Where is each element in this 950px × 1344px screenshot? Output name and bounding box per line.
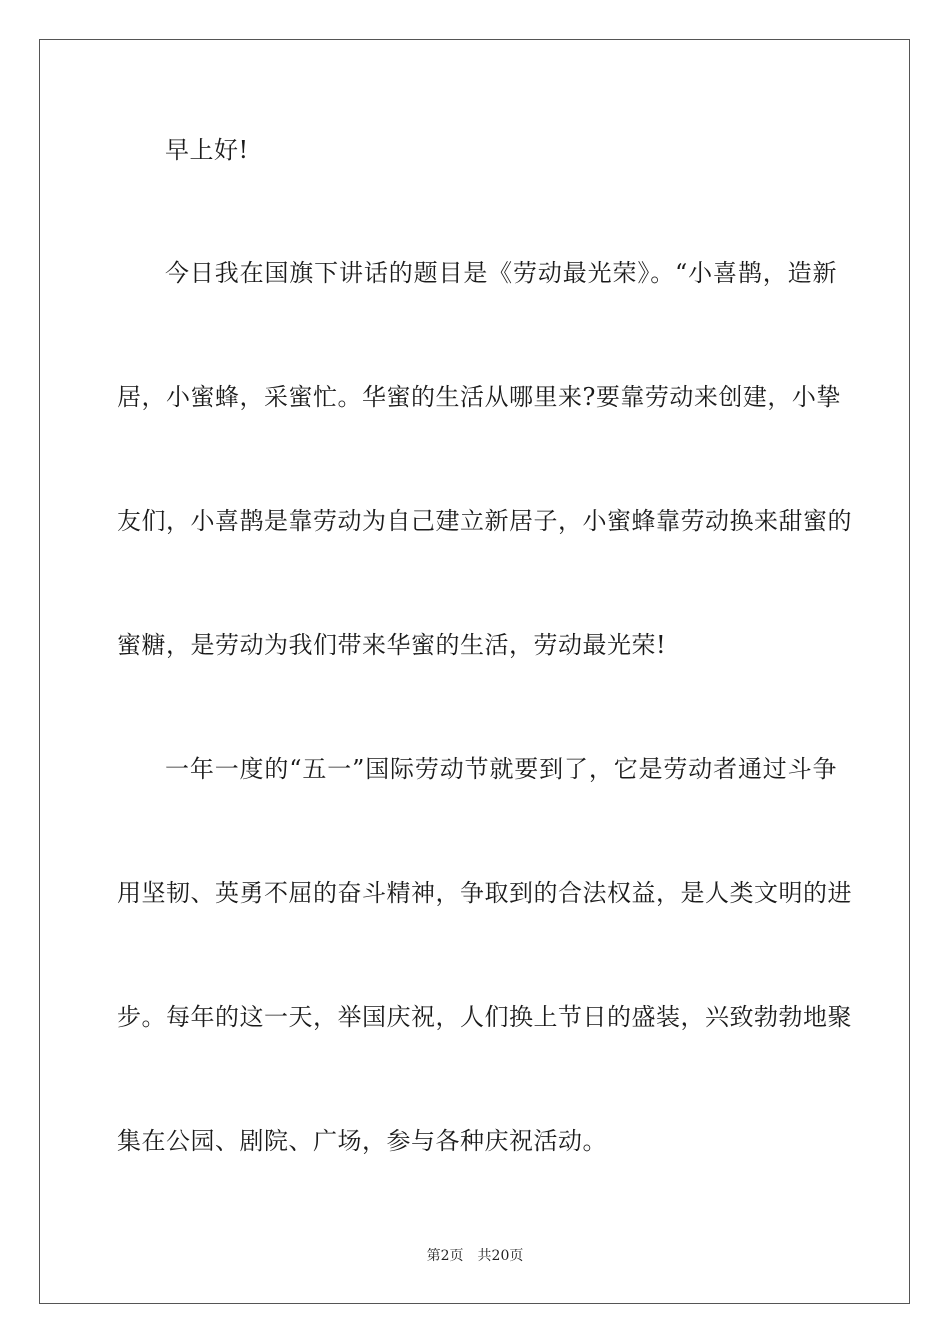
paragraph-1-line-1: 今日我在国旗下讲话的题目是《劳动最光荣》。“小喜鹊，造新 [165, 259, 837, 287]
page-number: 第2页 [426, 1248, 464, 1264]
paragraph-2-line-3: 步。每年的这一天，举国庆祝，人们换上节日的盛装，兴致勃勃地聚 [117, 1003, 852, 1031]
page-footer [0, 1247, 950, 1265]
paragraph-1-line-2: 居，小蜜蜂，采蜜忙。华蜜的生活从哪里来?要靠劳动来创建，小挚 [117, 383, 841, 411]
paragraph-2-line-1: 一年一度的“五一”国际劳动节就要到了，它是劳动者通过斗争 [165, 755, 837, 783]
total-pages: 共20页 [477, 1248, 524, 1264]
paragraph-2-line-2: 用坚韧、英勇不屈的奋斗精神，争取到的合法权益，是人类文明的进 [117, 879, 852, 907]
paragraph-2-line-4: 集在公园、剧院、广场，参与各种庆祝活动。 [117, 1127, 607, 1155]
page-frame [39, 39, 910, 1304]
greeting-line: 早上好! [165, 136, 249, 164]
paragraph-1-line-4: 蜜糖，是劳动为我们带来华蜜的生活，劳动最光荣! [117, 631, 667, 659]
paragraph-1-line-3: 友们，小喜鹊是靠劳动为自己建立新居子，小蜜蜂靠劳动换来甜蜜的 [117, 507, 852, 535]
